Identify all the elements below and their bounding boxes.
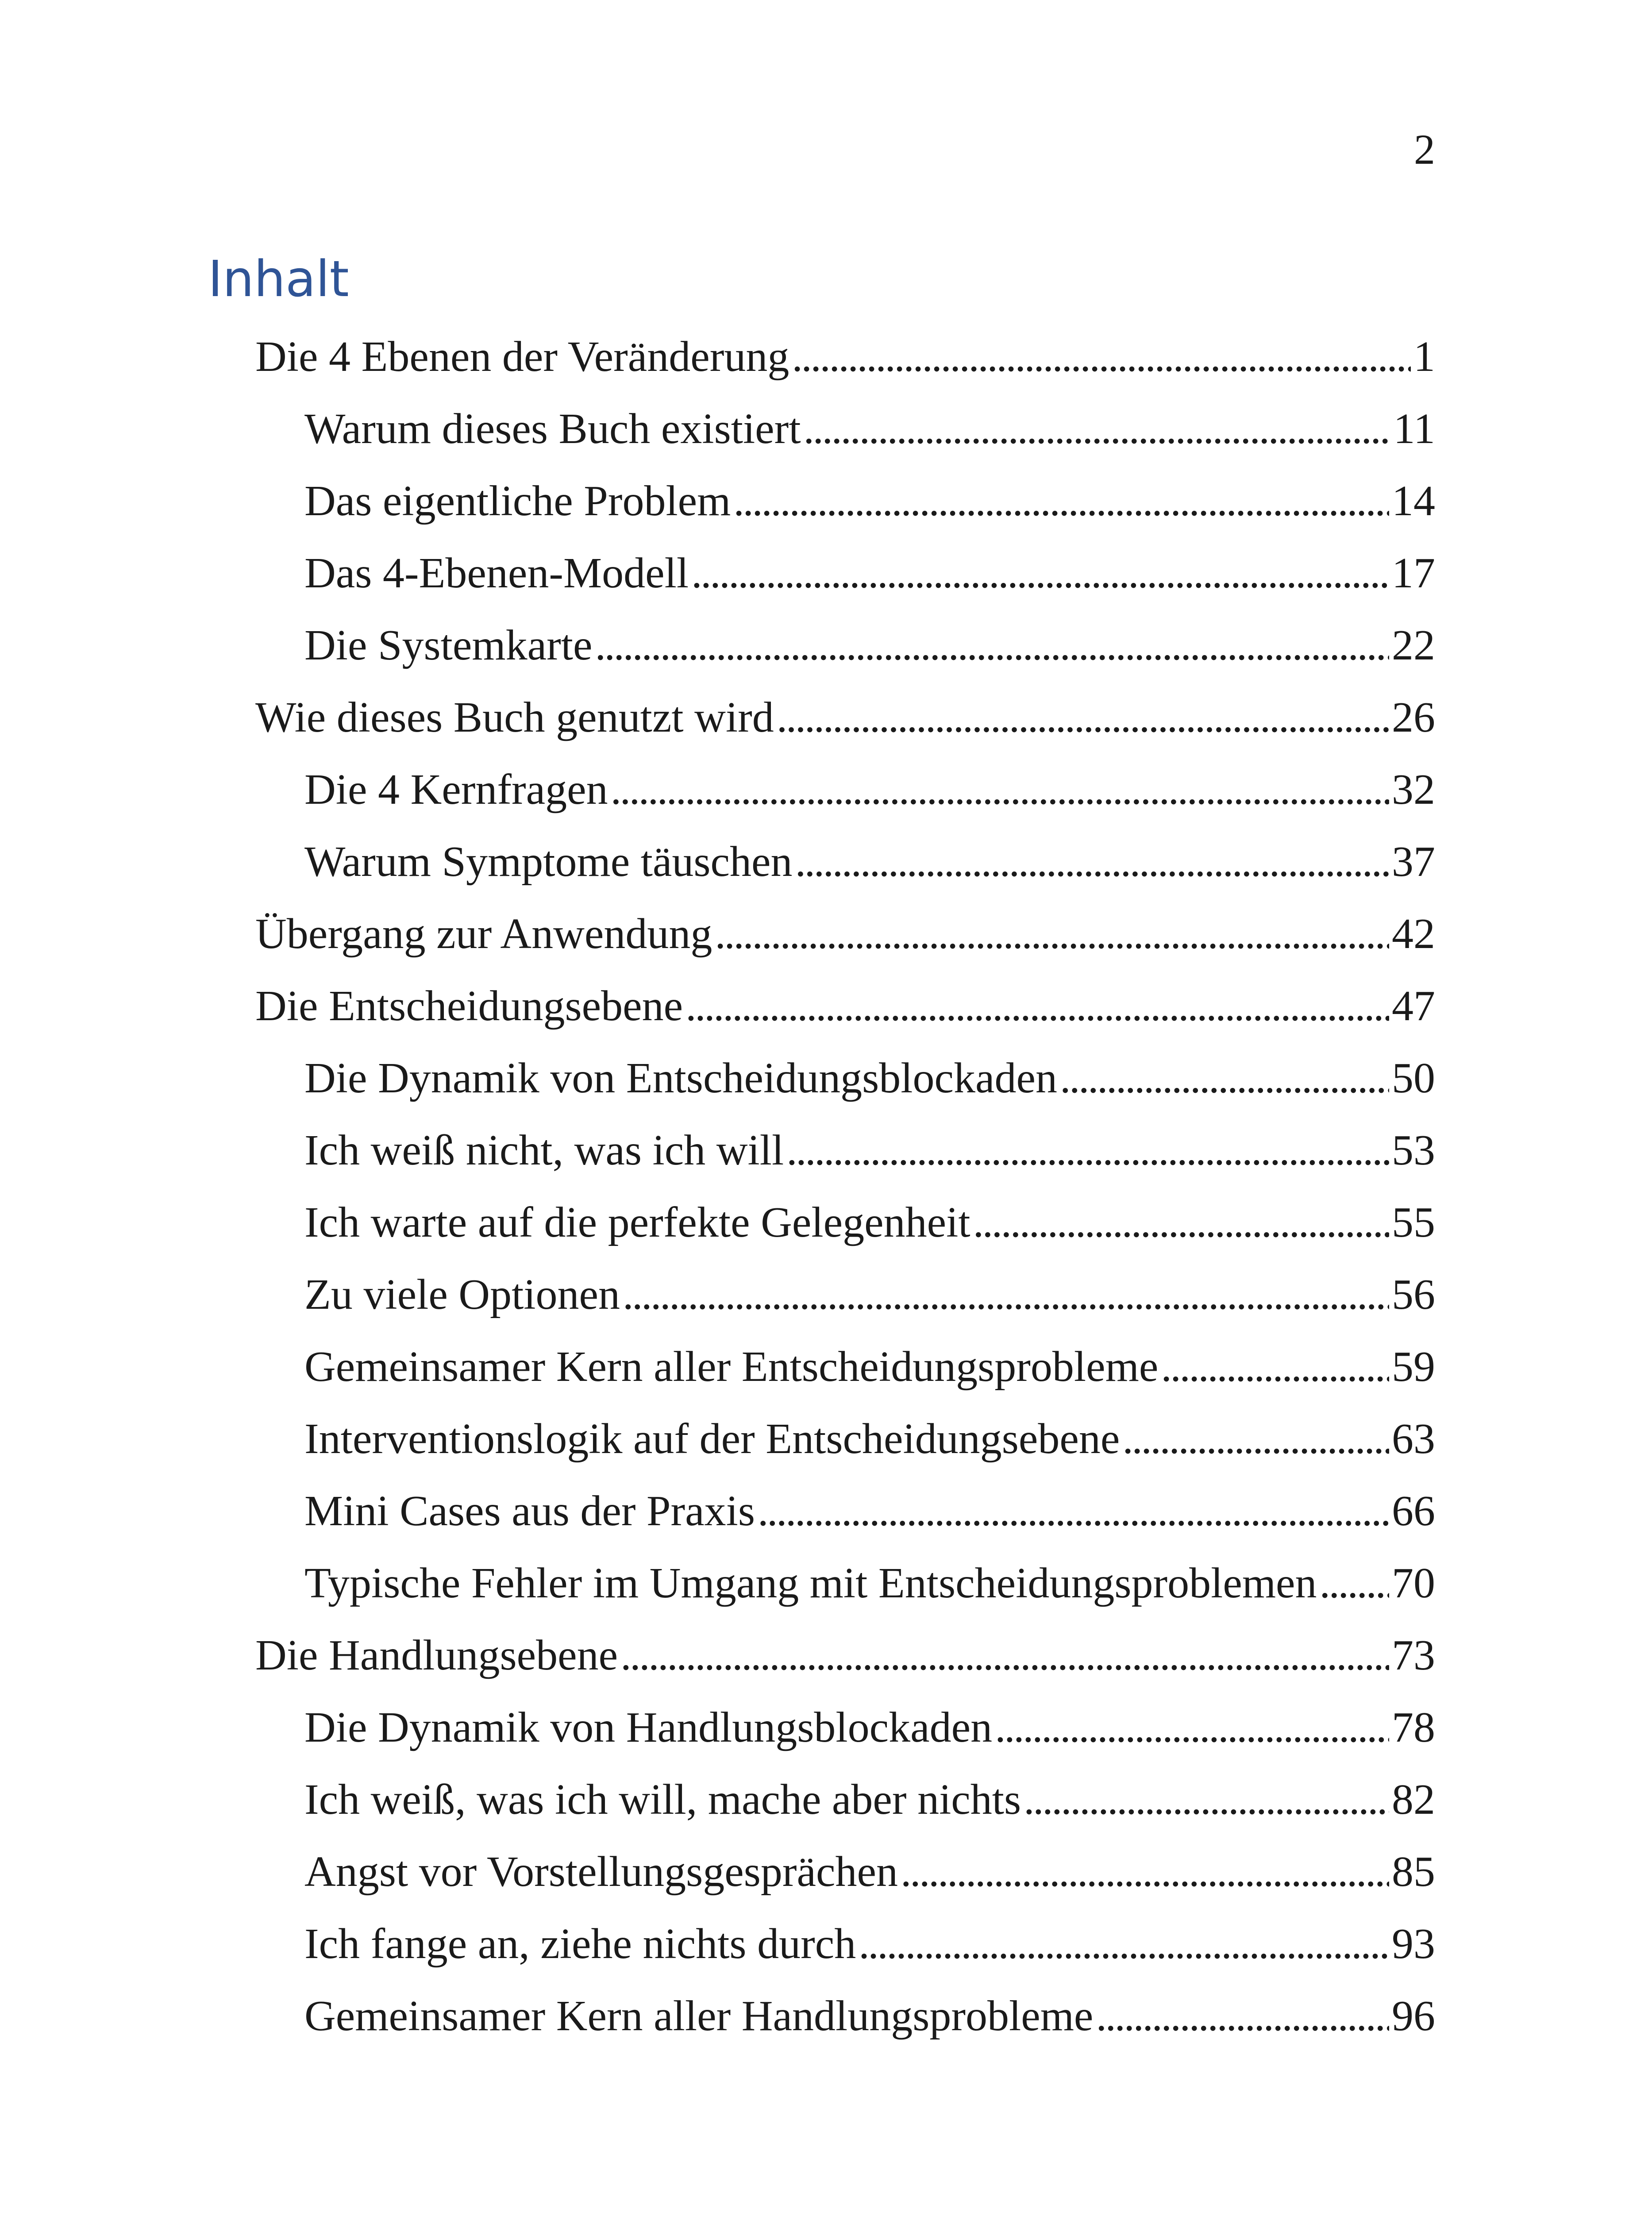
toc-entry-page[interactable]: 82 [1392,1776,1435,1824]
toc-entry-page[interactable]: 11 [1393,405,1435,453]
toc-entry-page[interactable]: 63 [1392,1415,1435,1463]
toc-entry[interactable] [304,537,1435,609]
toc-entry-page[interactable]: 93 [1392,1920,1435,1968]
table-of-contents [0,321,1652,2052]
toc-dot-leader [1096,1980,1389,2052]
toc-heading: Inhalt [208,251,349,308]
toc-dot-leader [795,826,1389,898]
toc-entry-page[interactable]: 96 [1392,1992,1435,2040]
toc-entry[interactable] [304,1259,1435,1331]
toc-entry-title[interactable]: Die Entscheidungsebene [255,982,683,1030]
toc-entry[interactable] [255,970,1435,1042]
toc-entry-title[interactable]: Die 4 Ebenen der Veränderung [255,333,789,381]
toc-entry[interactable] [304,1114,1435,1187]
toc-dot-leader [758,1475,1389,1547]
toc-entry-page[interactable]: 17 [1392,549,1435,597]
toc-entry-title[interactable]: Übergang zur Anwendung [255,910,712,958]
toc-entry[interactable] [304,826,1435,898]
toc-dot-leader [1060,1042,1389,1114]
toc-entry-title[interactable]: Mini Cases aus der Praxis [304,1487,755,1535]
toc-entry-title[interactable]: Ich weiß, was ich will, mache aber nichts [304,1776,1021,1824]
toc-dot-leader [1024,1764,1389,1836]
toc-entry-page[interactable]: 37 [1392,838,1435,886]
toc-entry-title[interactable]: Das 4-Ebenen-Modell [304,549,689,597]
toc-entry-title[interactable]: Die Dynamik von Handlungsblockaden [304,1704,993,1751]
toc-entry-title[interactable]: Ich fange an, ziehe nichts durch [304,1920,856,1968]
toc-dot-leader [715,898,1389,970]
toc-entry[interactable] [304,1042,1435,1114]
toc-entry[interactable] [304,1980,1435,2052]
toc-dot-leader [804,393,1391,465]
toc-entry-title[interactable]: Typische Fehler im Umgang mit Entscheidungsproblemen [304,1559,1317,1607]
toc-dot-leader [1320,1547,1389,1619]
toc-entry-title[interactable]: Warum dieses Buch existiert [304,405,801,453]
toc-entry-title[interactable]: Gemeinsamer Kern aller Entscheidungsprobleme [304,1343,1159,1391]
toc-entry-title[interactable]: Ich weiß nicht, was ich will [304,1126,784,1174]
toc-entry-page[interactable]: 50 [1392,1054,1435,1102]
toc-entry-page[interactable]: 32 [1392,766,1435,813]
toc-dot-leader [685,970,1389,1042]
toc-dot-leader [859,1908,1389,1980]
toc-entry[interactable] [304,1908,1435,1980]
toc-entry-title[interactable]: Warum Symptome täuschen [304,838,793,886]
toc-entry-page[interactable]: 66 [1392,1487,1435,1535]
toc-entry-title[interactable]: Ich warte auf die perfekte Gelegenheit [304,1199,970,1246]
toc-entry-page[interactable]: 55 [1392,1199,1435,1246]
toc-dot-leader [995,1692,1389,1764]
toc-entry-page[interactable]: 73 [1392,1631,1435,1679]
toc-entry[interactable] [304,1692,1435,1764]
toc-entry-title[interactable]: Die Dynamik von Entscheidungsblockaden [304,1054,1058,1102]
toc-entry-page[interactable]: 47 [1392,982,1435,1030]
toc-entry[interactable] [304,754,1435,826]
toc-entry[interactable] [304,1403,1435,1475]
toc-entry[interactable] [304,1331,1435,1403]
toc-entry-page[interactable]: 85 [1392,1848,1435,1896]
toc-entry[interactable] [304,465,1435,537]
toc-entry-page[interactable]: 14 [1392,477,1435,525]
toc-entry[interactable] [255,898,1435,970]
toc-dot-leader [786,1114,1389,1187]
toc-dot-leader [901,1836,1389,1908]
toc-dot-leader [595,609,1389,682]
toc-dot-leader [973,1187,1389,1259]
toc-entry-title[interactable]: Die 4 Kernfragen [304,766,608,813]
toc-entry-title[interactable]: Interventionslogik auf der Entscheidungsebene [304,1415,1120,1463]
toc-entry-page[interactable]: 26 [1392,694,1435,741]
toc-entry-title[interactable]: Angst vor Vorstellungsgesprächen [304,1848,898,1896]
toc-entry[interactable] [255,321,1435,393]
toc-entry[interactable] [255,682,1435,754]
page-number: 2 [1414,126,1435,173]
toc-entry[interactable] [304,1836,1435,1908]
toc-entry-page[interactable]: 1 [1413,333,1435,381]
toc-entry-page[interactable]: 22 [1392,621,1435,669]
toc-entry-title[interactable]: Die Handlungsebene [255,1631,618,1679]
toc-entry-title[interactable]: Gemeinsamer Kern aller Handlungsprobleme [304,1992,1094,2040]
toc-entry-title[interactable]: Wie dieses Buch genutzt wird [255,694,774,741]
toc-dot-leader [733,465,1389,537]
toc-dot-leader [691,537,1389,609]
toc-entry-page[interactable]: 59 [1392,1343,1435,1391]
toc-dot-leader [1122,1403,1389,1475]
toc-entry-page[interactable]: 53 [1392,1126,1435,1174]
toc-entry[interactable] [304,1475,1435,1547]
toc-dot-leader [611,754,1389,826]
toc-entry-page[interactable]: 42 [1392,910,1435,958]
toc-entry-page[interactable]: 56 [1392,1271,1435,1319]
toc-dot-leader [620,1619,1389,1692]
toc-entry-page[interactable]: 78 [1392,1704,1435,1751]
toc-entry[interactable] [304,393,1435,465]
toc-entry[interactable] [304,609,1435,682]
toc-dot-leader [792,321,1411,393]
toc-entry[interactable] [304,1764,1435,1836]
toc-entry-title[interactable]: Die Systemkarte [304,621,593,669]
toc-entry[interactable] [304,1187,1435,1259]
toc-dot-leader [623,1259,1389,1331]
toc-entry[interactable] [304,1547,1435,1619]
toc-entry[interactable] [255,1619,1435,1692]
toc-dot-leader [777,682,1389,754]
toc-entry-title[interactable]: Zu viele Optionen [304,1271,620,1319]
toc-entry-title[interactable]: Das eigentliche Problem [304,477,731,525]
toc-entry-page[interactable]: 70 [1392,1559,1435,1607]
toc-dot-leader [1161,1331,1389,1403]
